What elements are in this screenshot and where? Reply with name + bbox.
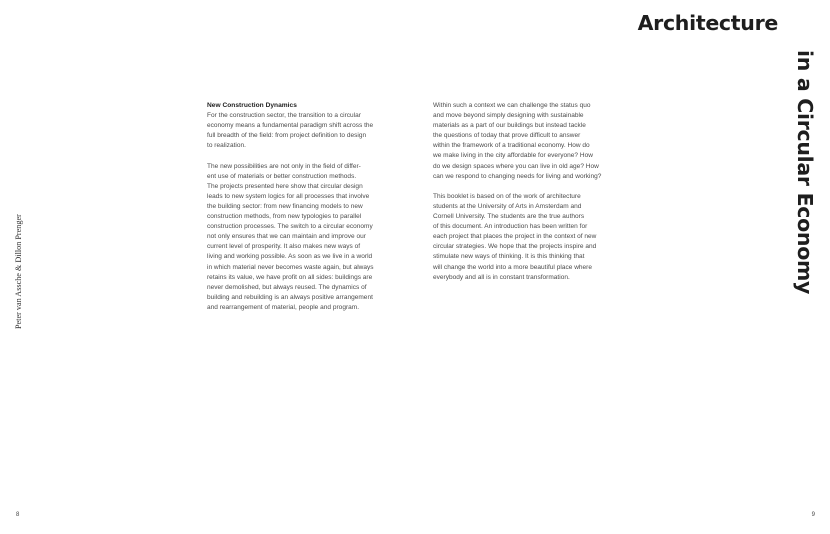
left-text-column <box>207 101 402 323</box>
page-number-left: 8 <box>16 512 20 518</box>
title-vertical <box>789 50 819 295</box>
page-number-right: 9 <box>811 512 815 518</box>
right-paragraph-1: Within such a context we can challenge the status quo and move beyond simply designing with sustainable materials as a part of our buildings but instead tackle the questions of today that prove difficult to answer within the framework of a traditional economy. How do we make living in the city affordable for everyone? How do we design spaces where you can live in old age? How can we respond to changing needs for living and working? <box>433 102 602 180</box>
author-credit-text: Peter van Assche & Dillon Prenger <box>14 214 23 329</box>
author-credit <box>13 210 27 360</box>
left-paragraph-1: For the construction sector, the transition to a circular economy means a fundamental paradigm shift across the full breadth of the field: from project definition to design to realization. <box>207 112 374 150</box>
title-architecture: Architecture <box>637 11 778 35</box>
section-heading: New Construction Dynamics <box>207 102 297 109</box>
right-text-column <box>433 101 625 293</box>
title-circular-economy: in a Circular Economy <box>793 50 817 295</box>
left-paragraph-2: The new possibilities are not only in the field of differ- ent use of materials or better construction methods. The projects presented here show that circular design leads to new system logics for all processes that involve the building sector: from new financing models to new construction methods, from new typologies to parallel construction processes. The switch to a circular economy not only ensures that we can maintain and improve our current level of prosperity. It also makes new ways of living and working possible. As soon as we live in a world in which material never becomes waste again, but always retains its value, we have profit on all sides: buildings are never demolished, but always reused. The dynamics of building and rebuilding is an always positive arrangement and rearrangement of material, people and program. <box>207 162 374 311</box>
right-paragraph-2: This booklet is based on of the work of architecture students at the University of Arts in Amsterdam and Cornell University. The students are the true authors of this document. An introduction has been written for each project that places the project in the context of new circular strategies. We hope that the projects inspire and stimulate new ways of thinking. It is this thinking that will change the world into a more beautiful place where everybody and all is in constant transformation. <box>433 192 597 281</box>
